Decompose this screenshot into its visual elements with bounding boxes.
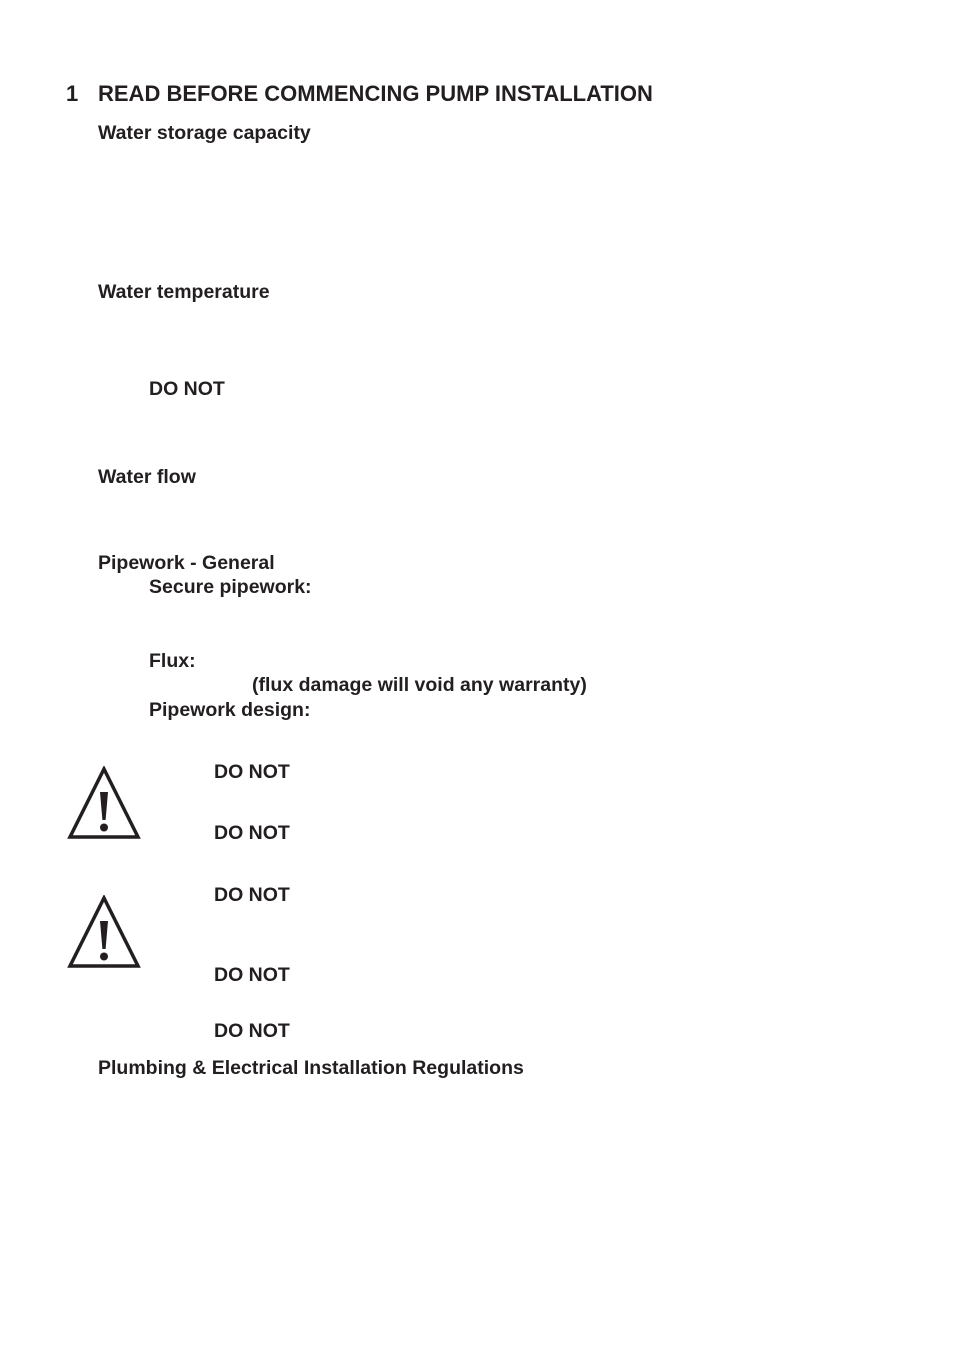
flux-label: Flux: <box>149 650 196 672</box>
warning-triangle-icon <box>67 895 141 969</box>
do-not-4: DO NOT <box>214 964 290 986</box>
heading-water-temperature: Water temperature <box>98 281 270 303</box>
do-not-temperature: DO NOT <box>149 378 225 400</box>
section-title: READ BEFORE COMMENCING PUMP INSTALLATION <box>98 81 653 106</box>
heading-pipework-general: Pipework - General <box>98 552 275 574</box>
secure-pipework-label: Secure pipework: <box>149 576 312 598</box>
pipework-design-label: Pipework design: <box>149 699 311 721</box>
do-not-5: DO NOT <box>214 1020 290 1042</box>
do-not-2: DO NOT <box>214 822 290 844</box>
heading-water-storage: Water storage capacity <box>98 122 311 144</box>
section-number: 1 <box>66 81 79 106</box>
heading-water-flow: Water flow <box>98 466 196 488</box>
do-not-3: DO NOT <box>214 884 290 906</box>
do-not-1: DO NOT <box>214 761 290 783</box>
heading-plumbing-regulations: Plumbing & Electrical Installation Regulations <box>98 1057 524 1079</box>
warning-triangle-icon <box>67 766 141 840</box>
flux-warranty-note: (flux damage will void any warranty) <box>252 674 587 696</box>
